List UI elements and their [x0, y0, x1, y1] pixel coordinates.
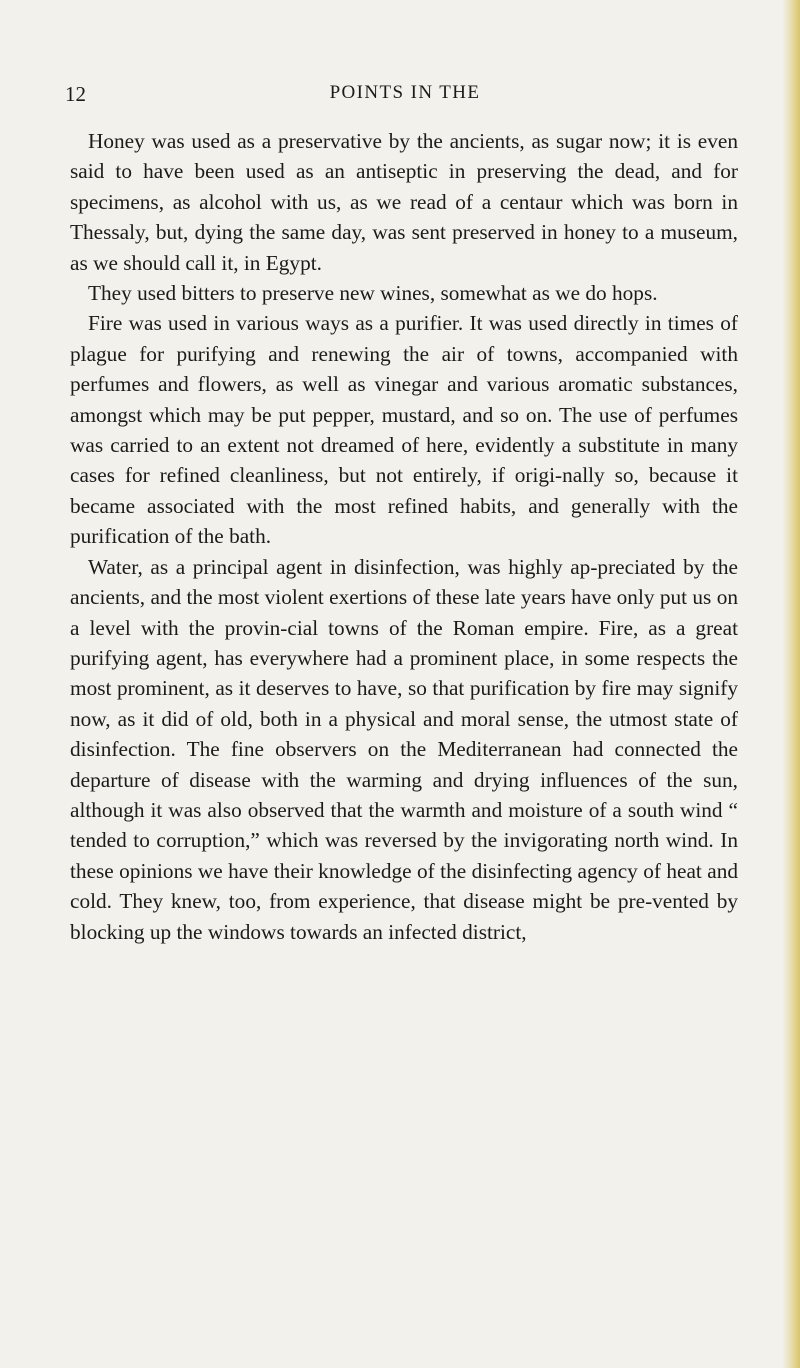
paragraph-fire: Fire was used in various ways as a purifier. It was used directly in times of plague for purifying and renewing the air of towns, accompanied with perfumes and flowers, as well as vinegar and various aromatic substances, amongst which may be put pepper, mustard, and so on. The use of perfumes was carried to an extent not dreamed of here, evidently a substitute in many cases for refined cleanliness, but not entirely, if origi-nally so, because it became associated with the most refined habits, and generally with the purification of the bath. — [70, 311, 738, 549]
running-head: POINTS IN THE — [329, 82, 481, 103]
paragraph-honey: Honey was used as a preservative by the ancients, as sugar now; it is even said to have been used as an antiseptic in preserving the dead, and for specimens, as alcohol with us, as we read of a centaur which was born in Thessaly, but, dying the same day, was sent preserved in honey to a museum, as we should call it, in Egypt. — [70, 129, 738, 275]
paragraph-bitters: They used bitters to preserve new wines, somewhat as we do hops. — [88, 281, 658, 306]
page-edge-gilding — [782, 0, 800, 1368]
body-text — [70, 126, 738, 947]
page-number: 12 — [65, 82, 86, 106]
page-header — [65, 82, 745, 112]
paragraph-water: Water, as a principal agent in disinfection, was highly ap-preciated by the ancients, and the most violent exertions of these late years have only put us on a level with the provin-cial towns of the Roman empire. Fire, as a great purifying agent, has everywhere had a prominent place, in some respects the most prominent, as it deserves to have, so that purification by fire may signify now, as it did of old, both in a physical and moral sense, the utmost state of disinfection. The fine observers on the Mediterranean had connected the departure of disease with the warming and drying influences of the sun, although it was also observed that the warmth and moisture of a south wind “ tended to corruption,” which was reversed by the invigorating north wind. In these opinions we have their knowledge of the disinfecting agency of heat and cold. They knew, too, from experience, that disease might be pre-vented by blocking up the windows towards an infected district, — [70, 554, 738, 944]
